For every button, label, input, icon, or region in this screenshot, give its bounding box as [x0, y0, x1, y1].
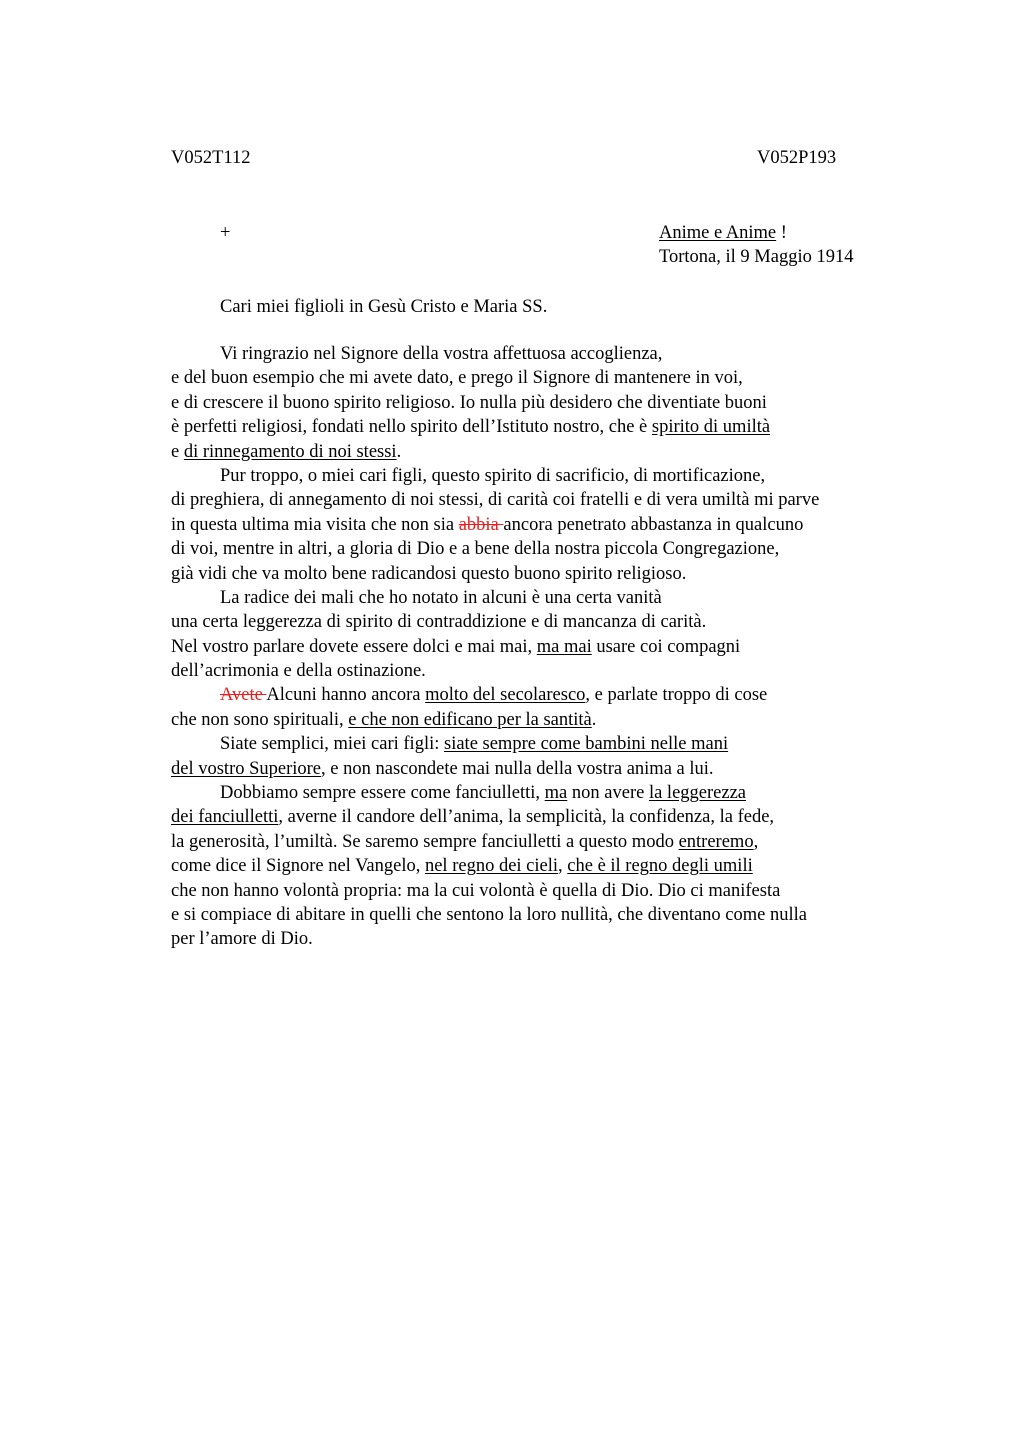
text-segment: per l’amore di Dio. — [171, 929, 313, 950]
document-code-right: V052P193 — [757, 148, 837, 168]
body-line — [171, 415, 911, 439]
underlined-text: nel regno dei cieli — [424, 856, 559, 877]
text-segment: che non sono spirituali, — [171, 709, 349, 730]
place-date: Tortona, il 9 Maggio 1914 — [659, 247, 854, 267]
underlined-text: che è il regno degli umili — [567, 856, 753, 877]
body-line — [171, 683, 911, 707]
underlined-text: ma — [544, 783, 568, 804]
letter-title-suffix: ! — [776, 223, 787, 243]
deleted-text: Avete — [220, 685, 267, 706]
text-segment: e — [171, 441, 184, 462]
body-line — [171, 488, 911, 512]
text-segment: dell’acrimonia e della ostinazione. — [171, 661, 426, 682]
text-segment: come dice il Signore nel Vangelo, — [171, 856, 425, 877]
underlined-text: e che non edificano per la santità — [348, 709, 592, 730]
text-segment: Siate semplici, miei cari figli: — [220, 734, 444, 755]
body-line — [171, 927, 911, 951]
document-code-left: V052T112 — [171, 148, 251, 168]
text-segment: una certa leggerezza di spirito di contraddizione e di mancanza di carità. — [171, 612, 707, 633]
text-segment: . — [396, 441, 402, 462]
underlined-text: dei fanciulletti — [171, 807, 279, 828]
body-line — [171, 805, 911, 829]
letter-heading — [659, 221, 787, 245]
text-segment: in questa ultima mia visita che non sia — [171, 514, 459, 535]
underlined-text: di rinnegamento di noi stessi — [183, 441, 397, 462]
underlined-text: entreremo — [678, 831, 754, 852]
text-segment: , e parlate troppo di cose — [585, 685, 768, 706]
body-line — [171, 342, 911, 366]
body-line — [171, 854, 911, 878]
underlined-text: del vostro Superiore — [171, 758, 322, 779]
text-segment: Vi ringrazio nel Signore della vostra affettuosa accoglienza, — [220, 344, 663, 364]
text-segment: è perfetti religiosi, fondati nello spirito dell’Istituto nostro, che è — [171, 417, 652, 438]
text-segment: Pur troppo, o miei cari figli, questo spirito di sacrificio, di mortificazione, — [220, 465, 766, 486]
body-line — [171, 830, 911, 854]
text-segment: di preghiera, di annegamento di noi stessi, di carità coi fratelli e di vera umiltà mi parve — [171, 490, 820, 511]
letter-body — [171, 342, 911, 952]
body-line — [171, 757, 911, 781]
text-segment: , e non nascondete mai nulla della vostra anima a lui. — [321, 758, 714, 779]
underlined-text: spirito di umiltà — [651, 417, 771, 438]
deleted-text: abbia — [458, 514, 504, 535]
text-segment: non avere — [567, 783, 649, 804]
underlined-text: ma mai — [536, 636, 592, 657]
body-line — [171, 879, 911, 903]
text-segment: di voi, mentre in altri, a gloria di Dio e a bene della nostra piccola Congregazione, — [171, 539, 780, 560]
body-line — [171, 610, 911, 634]
body-line — [171, 464, 911, 488]
body-line — [171, 366, 911, 390]
body-line — [171, 781, 911, 805]
body-line — [171, 391, 911, 415]
body-line — [171, 708, 911, 732]
text-segment: che non hanno volontà propria: ma la cui volontà è quella di Dio. Dio ci manifesta — [171, 880, 781, 901]
text-segment: e di crescere il buono spirito religioso. Io nulla più desidero che diventiate buoni — [171, 392, 767, 413]
body-line — [171, 635, 911, 659]
cross-symbol: + — [220, 223, 231, 243]
text-segment: già vidi che va molto bene radicandosi questo buono spirito religioso. — [171, 563, 687, 584]
body-line — [171, 903, 911, 927]
underlined-text: la leggerezza — [648, 783, 746, 804]
text-segment: Dobbiamo sempre essere come fanciulletti, — [220, 783, 545, 804]
text-segment: . — [591, 709, 597, 730]
body-line — [171, 440, 911, 464]
text-segment: la generosità, l’umiltà. Se saremo sempre fanciulletti a questo modo — [171, 831, 679, 852]
body-line — [171, 659, 911, 683]
body-line — [171, 562, 911, 586]
text-segment: ancora penetrato abbastanza in qualcuno — [503, 514, 804, 535]
underlined-text: siate sempre come bambini nelle mani — [444, 734, 729, 755]
body-line — [171, 586, 911, 610]
text-segment: e si compiace di abitare in quelli che sentono la loro nullità, che diventano come nulla — [171, 904, 807, 925]
greeting: Cari miei figlioli in Gesù Cristo e Maria SS. — [220, 297, 548, 317]
text-segment: e del buon esempio che mi avete dato, e prego il Signore di mantenere in voi, — [171, 368, 743, 389]
body-line — [171, 513, 911, 537]
text-segment: , — [753, 831, 759, 852]
text-segment: La radice dei mali che ho notato in alcuni è una certa vanità — [220, 587, 662, 608]
text-segment: , — [558, 856, 568, 877]
text-segment: , averne il candore dell’anima, la semplicità, la confidenza, la fede, — [278, 807, 775, 828]
text-segment: Alcuni hanno ancora — [266, 685, 426, 706]
text-segment: Nel vostro parlare dovete essere dolci e mai mai, — [171, 636, 537, 657]
underlined-text: molto del secolaresco — [425, 685, 586, 706]
body-line — [171, 732, 911, 756]
body-line — [171, 537, 911, 561]
letter-title: Anime e Anime — [659, 223, 777, 243]
text-segment: usare coi compagni — [591, 636, 741, 657]
